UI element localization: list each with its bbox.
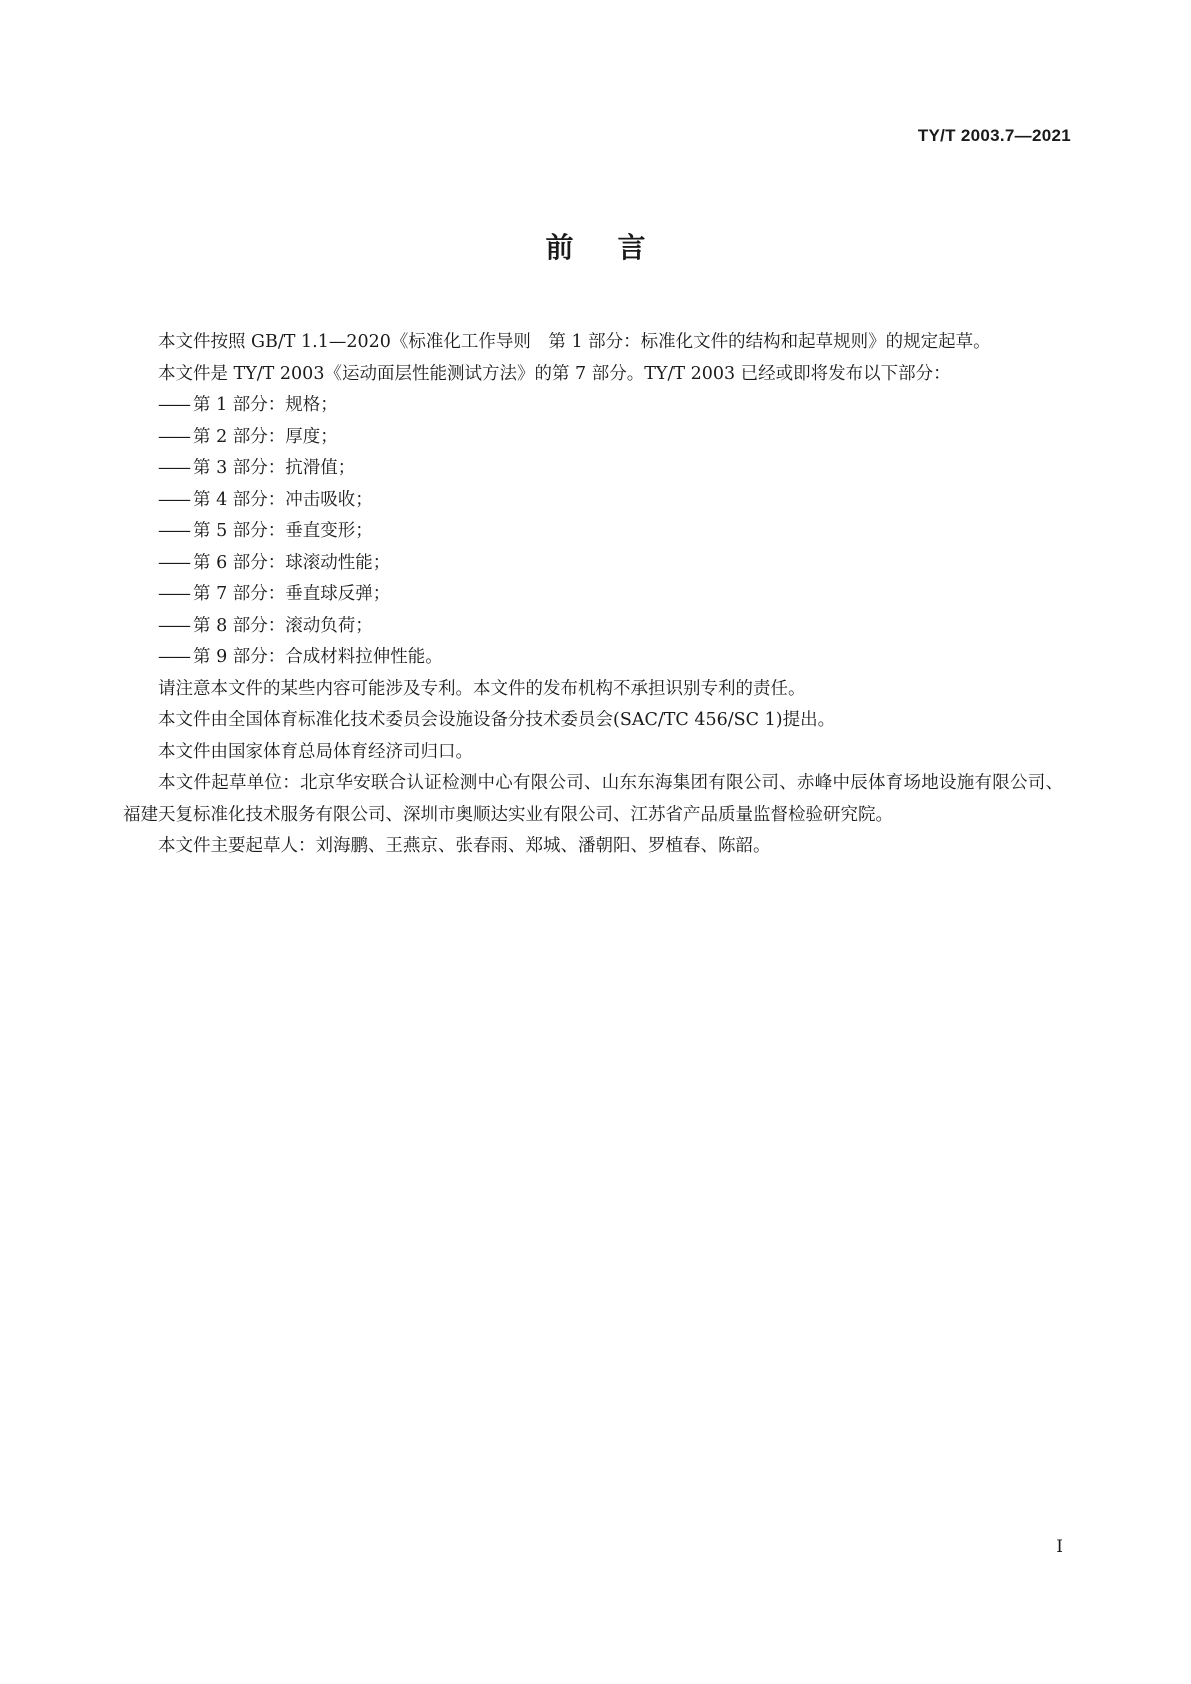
list-item-text: 第 2 部分：厚度； — [193, 426, 338, 447]
list-item-text: 第 4 部分：冲击吸收； — [193, 489, 373, 510]
list-item-text: 第 7 部分：垂直球反弹； — [193, 584, 391, 604]
list-item-text: 第 1 部分：规格； — [193, 395, 338, 415]
list-dash: —— — [158, 395, 189, 415]
list-dash: —— — [158, 426, 189, 447]
list-item — [123, 579, 1063, 611]
standard-code: TY/T 2003.7—2021 — [917, 126, 1071, 145]
list-dash: —— — [158, 647, 189, 667]
list-dash: —— — [158, 615, 189, 636]
list-item-text: 第 6 部分：球滚动性能； — [193, 552, 391, 573]
list-item-text: 第 9 部分：合成材料拉伸性能。 — [193, 647, 443, 667]
list-dash: —— — [158, 458, 189, 478]
list-item — [123, 642, 1063, 674]
paragraph-drafting-units: 本文件起草单位：北京华安联合认证检测中心有限公司、山东东海集团有限公司、赤峰中辰体育场地设施有限公司、福建天复标准化技术服务有限公司、深圳市奥顺达实业有限公司、江苏省产品质量监督检验研究院。 — [123, 773, 1063, 825]
list-item-text: 第 8 部分：滚动负荷； — [193, 615, 373, 636]
paragraph-proposed-by: 本文件由全国体育标准化技术委员会设施设备分技术委员会(SAC/TC 456/SC 1)提出。 — [158, 710, 836, 730]
parts-list — [123, 390, 1063, 674]
paragraph-drafters: 本文件主要起草人：刘海鹏、王燕京、张春雨、郑城、潘朝阳、罗植春、陈韶。 — [158, 836, 771, 856]
list-item — [123, 422, 1063, 454]
paragraph-patent-notice: 请注意本文件的某些内容可能涉及专利。本文件的发布机构不承担识别专利的责任。 — [158, 678, 806, 699]
paragraph-drafting-rules: 本文件按照 GB/T 1.1—2020《标准化工作导则 第 1 部分：标准化文件的结构和起草规则》的规定起草。 — [158, 332, 991, 352]
page-number: I — [1056, 1537, 1063, 1557]
list-item — [123, 611, 1063, 643]
list-item — [123, 548, 1063, 580]
list-dash: —— — [158, 584, 189, 604]
list-dash: —— — [158, 552, 189, 573]
paragraph-administered-by: 本文件由国家体育总局体育经济司归口。 — [158, 741, 473, 762]
paragraph-series-intro: 本文件是 TY/T 2003《运动面层性能测试方法》的第 7 部分。TY/T 2003 已经或即将发布以下部分： — [158, 363, 951, 384]
list-item — [123, 453, 1063, 485]
list-dash: —— — [158, 489, 189, 510]
list-item — [123, 516, 1063, 548]
list-item — [123, 485, 1063, 517]
list-dash: —— — [158, 521, 189, 541]
list-item-text: 第 3 部分：抗滑值； — [193, 458, 356, 478]
page-title: 前言 — [545, 231, 690, 264]
list-item-text: 第 5 部分：垂直变形； — [193, 521, 373, 541]
document-body — [123, 327, 1063, 863]
list-item — [123, 390, 1063, 422]
